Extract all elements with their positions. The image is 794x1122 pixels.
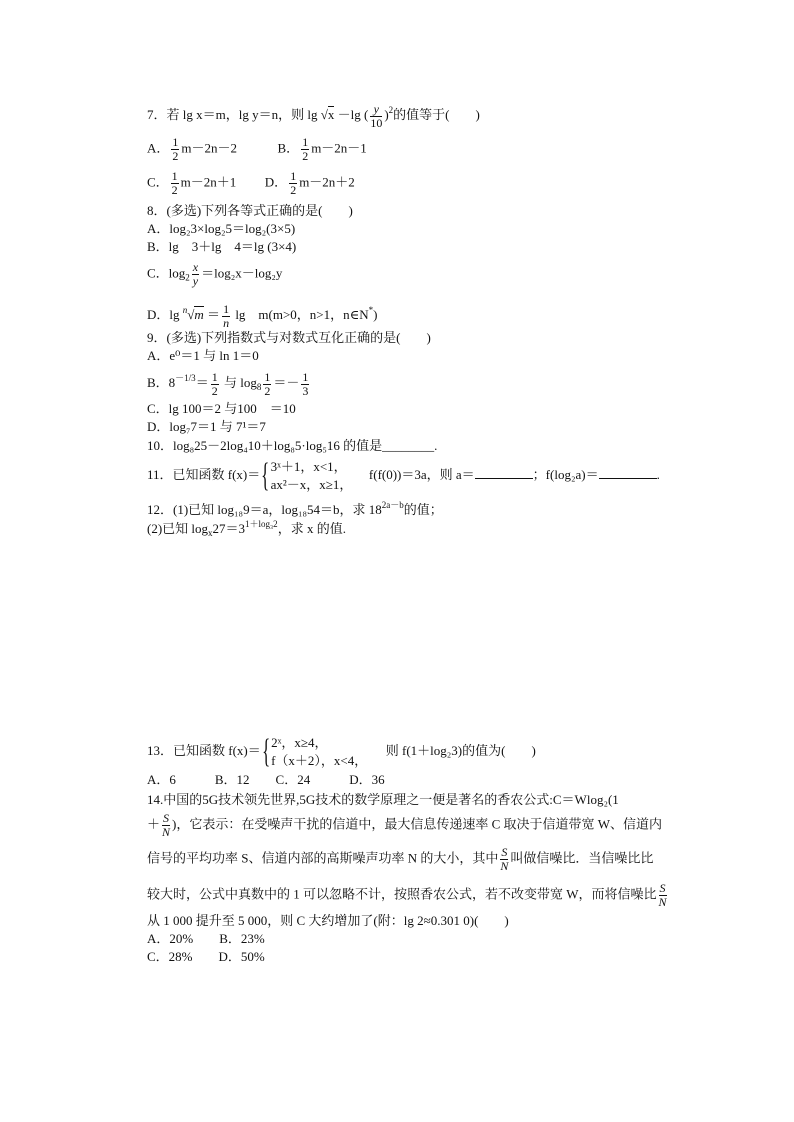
q9-option-d: D．log₇7＝1 与 7¹＝7	[147, 419, 266, 434]
option-text: )	[373, 307, 378, 322]
sqrt-sign-icon: √	[187, 307, 195, 322]
fraction	[301, 371, 309, 398]
option-label: C．	[147, 174, 169, 190]
q14-line4	[147, 882, 669, 909]
answer-blank	[475, 466, 533, 479]
brace-icon: {	[261, 457, 270, 494]
frac-num: 1	[172, 135, 179, 149]
q12-text: ，求 x 的值.	[277, 521, 346, 536]
option-label: B．	[277, 140, 300, 156]
q14-text: ＋	[147, 816, 161, 832]
q10-text: 10．log₈25－2log₄10＋log₈5·log₅16 的值是________.	[147, 438, 438, 453]
frac-num: 1	[211, 369, 218, 384]
q7-options-row2	[147, 170, 355, 197]
q14-line5: 从 1 000 提升至 5 000，则 C 大约增加了(附：lg 2≈0.301 0)( )	[147, 913, 509, 928]
log-base: 2	[185, 272, 190, 283]
frac-den: n	[223, 315, 230, 330]
option-text: m－2n－2	[181, 140, 238, 156]
frac-den: 2	[211, 383, 218, 398]
q9-option-b	[147, 370, 311, 398]
q8-stem: 8．(多选)下列各等式正确的是( )	[147, 203, 353, 218]
q9-option-c: C．lg 100＝2 与100 ＝10	[147, 401, 296, 416]
q7-radicand: x	[327, 107, 335, 122]
q8c-fraction	[192, 261, 199, 288]
frac-den: 10	[370, 115, 383, 130]
frac-den: N	[658, 895, 667, 909]
frac-num: x	[192, 260, 199, 274]
log-base: x	[208, 528, 213, 538]
q14-line1: 14.中国的5G技术领先世界,5G技术的数学原理之一便是著名的香农公式:C＝Wlog₂(1	[147, 792, 619, 807]
frac-num: y	[370, 103, 382, 117]
half-fraction	[289, 170, 297, 197]
frac-num: S	[659, 881, 666, 895]
q14-options-row2: C．28% D．50%	[147, 949, 265, 964]
root-index: n	[182, 305, 188, 315]
frac-den: 3	[302, 383, 309, 398]
half-fraction	[171, 136, 179, 163]
q12-text: 的值；	[403, 502, 443, 517]
frac-den: 2	[302, 149, 309, 163]
q8-option-b: B．lg 3＋lg 4＝lg (3×4)	[147, 239, 297, 254]
q11-text: .	[656, 466, 660, 482]
q11-text: f(f(0))＝3a，则 a＝	[368, 466, 475, 482]
exponent: －1/3	[175, 373, 196, 383]
log-base: 8	[256, 382, 262, 392]
frac-num: 1	[290, 169, 297, 183]
q13-text: 13．已知函数 f(x)＝	[147, 742, 261, 758]
q8-option-d	[147, 302, 378, 330]
q8-option-a: A．log₂3×log₂5＝log₂(3×5)	[147, 221, 296, 236]
frac-den: y	[192, 274, 199, 288]
option-text: D．lg	[147, 307, 183, 322]
option-text: ＝	[207, 307, 221, 322]
frac-den: 2	[172, 149, 179, 163]
fraction	[263, 371, 271, 398]
option-text: m－2n＋1	[180, 174, 237, 190]
q14-text: 信号的平均功率 S、信道内部的高斯噪声功率 N 的大小，其中	[147, 850, 499, 866]
q8-option-c	[147, 261, 282, 288]
q12-text: 27＝3	[212, 521, 246, 536]
exponent: 2a－b	[381, 500, 404, 510]
q14-line2	[147, 812, 662, 839]
q11-line	[147, 458, 660, 494]
q13-options: A．6 B．12 C．24 D．36	[147, 772, 385, 787]
brace-icon: {	[261, 733, 270, 770]
q13-line	[147, 734, 536, 770]
q9-stem: 9．(多选)下列指数式与对数式互化正确的是( )	[147, 330, 431, 345]
exponent: 1＋log₃2	[245, 519, 278, 529]
q7-options-row1	[147, 136, 367, 163]
option-label: D．	[264, 174, 288, 190]
q7-text: )	[384, 107, 389, 122]
half-fraction	[301, 136, 309, 163]
frac-num: 1	[223, 301, 230, 316]
case-1: 2ˣ，x≥4，	[271, 735, 328, 750]
q7-text: 7．若 lg	[147, 107, 197, 122]
option-text: m－2n＋2	[299, 174, 355, 190]
q12-part1	[147, 497, 443, 518]
fraction	[211, 371, 219, 398]
frac-den: N	[162, 825, 171, 839]
option-text: ＝	[195, 375, 209, 390]
piecewise-cases	[271, 734, 367, 770]
frac-num: S	[501, 845, 508, 859]
option-text: C．log	[147, 265, 186, 281]
q14-text: )，它表示：在受噪声干扰的信道中，最大信息传递速率 C 取决于信道带宽 W、信道内	[172, 816, 663, 832]
option-text: lg m(m>0，n>1，n∈N	[235, 307, 369, 322]
case-1: 3ˣ＋1，x<1，	[270, 459, 347, 474]
q12-text: (2)已知 log	[147, 521, 209, 536]
option-text: m－2n－1	[311, 140, 367, 156]
q7-exponent: 2	[388, 105, 394, 115]
option-text: B．8	[147, 375, 176, 390]
q7-text: 的值等于( )	[393, 107, 480, 122]
option-text: ＝log₂x－log₂y	[201, 265, 283, 281]
option-text: 与 log	[223, 375, 257, 390]
q13-text: 则 f(1＋log₂3)的值为( )	[385, 742, 536, 758]
q14-line3	[147, 846, 653, 873]
frac-den: 2	[290, 183, 297, 197]
fraction	[162, 812, 170, 839]
case-2: ax²－x，x≥1，	[270, 477, 353, 492]
q14-text: 叫做信噪比．当信噪比比	[510, 850, 654, 866]
frac-den: 2	[171, 183, 178, 197]
q11-text: ；f(log₂a)＝	[532, 466, 599, 482]
q9-option-a: A．e⁰＝1 与 ln 1＝0	[147, 348, 259, 363]
q11-text: 11．已知函数 f(x)＝	[147, 466, 261, 482]
q7-text: －lg (	[337, 107, 369, 122]
frac-num: S	[163, 811, 170, 825]
frac-num: 1	[302, 135, 309, 149]
root-radicand: m	[194, 307, 204, 322]
q7-text: x＝m，lg	[196, 107, 253, 122]
star-mark: *	[368, 305, 374, 315]
q14-options-row1: A．20% B．23%	[147, 931, 265, 946]
q14-text: 较大时，公式中真数中的 1 可以忽略不计，按照香农公式，若不改变带宽 W，而将信噪比	[147, 886, 657, 902]
frac-num: 1	[171, 169, 178, 183]
frac-den: 2	[264, 383, 271, 398]
frac-den: N	[500, 859, 509, 873]
q12-part2	[147, 516, 346, 541]
answer-blank	[599, 466, 657, 479]
half-fraction	[171, 170, 179, 197]
q12-text: 12．(1)已知 log₁₈9＝a，log₁₈54＝b，求 18	[147, 502, 382, 517]
nth-root	[183, 302, 204, 323]
q8d-fraction	[222, 303, 230, 330]
frac-num: 1	[264, 369, 271, 384]
frac-num: 1	[302, 369, 309, 384]
fraction	[500, 846, 508, 873]
piecewise-cases	[271, 458, 353, 494]
q7-fraction	[370, 103, 382, 130]
case-2: f（x＋2），x<4，	[271, 753, 368, 768]
option-text: ＝－	[273, 375, 300, 390]
q7-text: y＝n，则 lg	[252, 107, 321, 122]
sqrt-sign-icon: √x	[320, 107, 335, 122]
fraction	[659, 882, 667, 909]
option-label: A．	[147, 140, 170, 156]
q7-stem	[147, 102, 480, 130]
